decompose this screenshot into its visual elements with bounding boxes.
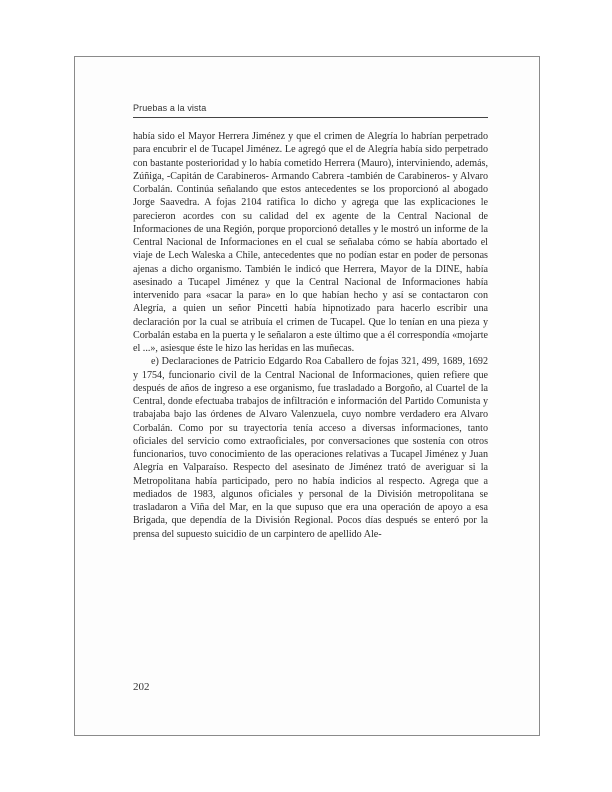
running-head: Pruebas a la vista [133, 103, 207, 113]
book-page [74, 56, 540, 736]
paragraph-2: e) Declaraciones de Patricio Edgardo Roa Caballero de fojas 321, 499, 1689, 1692 y 1754, funcionario civil de la Central Nacional de Informaciones, quien refiere que después de años de ingreso a ese organismo, fue trasladado a Borgoño, al Cuartel de la Central, donde efectuaba trabajos de infiltración e información del Partido Comunista y trabajaba bajo las órdenes de Alvaro Valenzuela, cuyo nombre verdadero era Alvaro Corbalán. Como por su trayectoria tenía acceso a diversas informaciones, tanto oficiales del servicio como extraoficiales, por conversaciones que sostenía con otros funcionarios, tuvo conocimiento de las operaciones relativas a Tucapel Jiménez y Juan Alegría en Valparaíso. Respecto del asesinato de Jiménez trató de averiguar si la Metropolitana había participado, pero no había indicios al respecto. Agrega que a mediados de 1983, algunos oficiales y personal de la División metropolitana se trasladaron a Viña del Mar, en la que supuso que era una operación de apoyo a esa Brigada, que dependía de la División Regional. Pocos días después se enteró por la prensa del supuesto suicidio de un carpintero de apellido Ale- [133, 356, 488, 540]
body-text [133, 130, 488, 541]
paragraph-1: había sido el Mayor Herrera Jiménez y que el crimen de Alegría lo habrían perpetrado para encubrir el de Tucapel Jiménez. Le agregó que el de Alegría había sido perpetrado con bastante posterioridad y lo había cometido Herrera (Mauro), interviniendo, además, Zúñiga, -Capitán de Carabineros- Armando Cabrera -también de Carabineros- y Alvaro Corbalán. Continúa señalando que estos antecedentes se los proporcionó al abogado Jorge Saavedra. A fojas 2104 ratifica lo dicho y agrega que las explicaciones le parecieron acordes con su calidad del ex agente de la Central Nacional de Informaciones de una Región, porque proporcionó detalles y le mostró un informe de la Central Nacional de Informaciones en el cual se señalaba cómo se había abortado el viaje de Lech Waleska a Chile, antecedentes que no podían estar en poder de personas ajenas a dicho organismo. También le indicó que Herrera, Mayor de la DINE, había asesinado a Tucapel Jiménez y que la Central Nacional de Informaciones había intervenido para «sacar la para» en lo que habían hecho y así se contactaron con Alegría, a quien un señor Pincetti había hipnotizado para hacerlo escribir una declaración por la cual se atribuía el crimen de Tucapel. Que lo tenían en una pieza y Corbalán estaba en la puerta y le señalaron a este último que a él correspondía «mojarte el ...», asiesque éste le hizo las heridas en las muñecas. [133, 131, 488, 354]
header-rule [133, 117, 488, 118]
page-number: 202 [133, 681, 150, 693]
